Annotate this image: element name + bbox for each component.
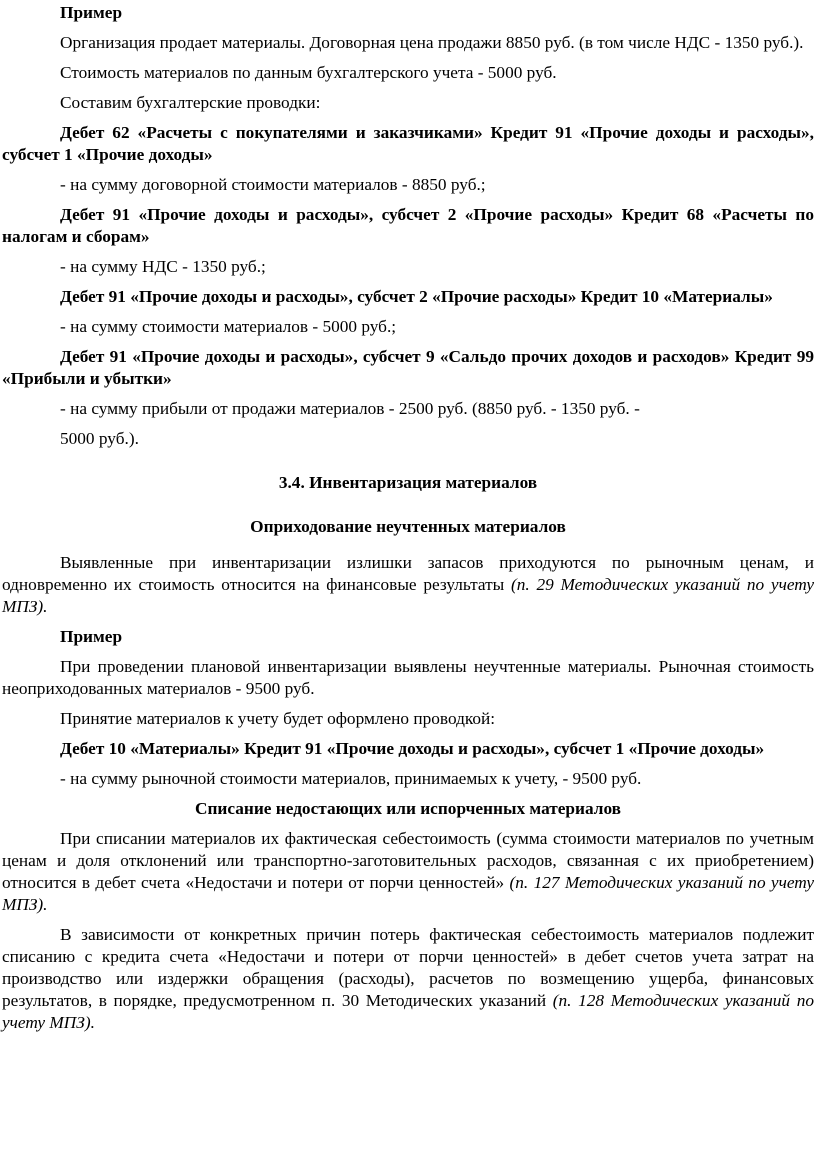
journal-entry-note: - на сумму стоимости материалов - 5000 руб.; [60, 317, 397, 336]
journal-entry-note-continued: 5000 руб.). [60, 429, 139, 448]
section-heading: 3.4. Инвентаризация материалов [278, 473, 538, 492]
journal-entry-note: - на сумму рыночной стоимости материалов, принимаемых к учету, - 9500 руб. [60, 769, 642, 788]
reference-citation: (п. 128 Методических указаний по учету МПЗ). [2, 991, 814, 1032]
paragraph-surplus [2, 552, 814, 618]
reference-citation: (п. 29 Методических указаний по учету МПЗ). [2, 575, 814, 616]
reference-citation: (п. 127 Методических указаний по учету МПЗ). [2, 873, 814, 914]
journal-entry: Дебет 91 «Прочие доходы и расходы», субсчет 2 «Прочие расходы» Кредит 10 «Материалы» [60, 287, 773, 306]
paragraph-acceptance: Принятие материалов к учету будет оформлено проводкой: [60, 709, 496, 728]
paragraph-text: В зависимости от конкретных причин потерь фактическая себестоимость материалов подлежит списанию с кредита счета «Недостачи и потери от порчи ценностей» в дебет счетов учета затрат на производство или издержки обращения (расходы), расчетов по возмещению ущерба, финансовых результатов, в порядке, предусмотренном п. 30 Методических указаний [2, 925, 814, 1010]
example-label: Пример [60, 627, 123, 646]
subheading: Оприходование неучтенных материалов [250, 517, 566, 536]
journal-entry: Дебет 91 «Прочие доходы и расходы», субсчет 9 «Сальдо прочих доходов и расходов» Кредит 99 «Прибыли и убытки» [2, 347, 814, 388]
paragraph-entries-intro: Составим бухгалтерские проводки: [60, 93, 321, 112]
paragraph-causes [2, 924, 814, 1034]
journal-entry-note: - на сумму прибыли от продажи материалов - 2500 руб. (8850 руб. - 1350 руб. - [60, 399, 640, 418]
journal-entry-note: - на сумму НДС - 1350 руб.; [60, 257, 266, 276]
paragraph-text: Выявленные при инвентаризации излишки запасов приходуются по рыночным ценам, и одновременно их стоимость относится на финансовые результаты [2, 553, 814, 594]
journal-entry-note: - на сумму договорной стоимости материалов - 8850 руб.; [60, 175, 486, 194]
paragraph-cost: Стоимость материалов по данным бухгалтерского учета - 5000 руб. [60, 63, 557, 82]
subheading: Списание недостающих или испорченных материалов [194, 799, 622, 818]
journal-entry: Дебет 10 «Материалы» Кредит 91 «Прочие доходы и расходы», субсчет 1 «Прочие доходы» [60, 739, 765, 758]
paragraph-sale: Организация продает материалы. Договорная цена продажи 8850 руб. (в том числе НДС - 1350 руб.). [60, 33, 804, 52]
journal-entry: Дебет 62 «Расчеты с покупателями и заказчиками» Кредит 91 «Прочие доходы и расходы», субсчет 1 «Прочие доходы» [2, 123, 814, 164]
paragraph-inventory: При проведении плановой инвентаризации выявлены неучтенные материалы. Рыночная стоимость неоприходованных материалов - 9500 руб. [2, 657, 814, 698]
paragraph-writeoff [2, 828, 814, 916]
example-label: Пример [60, 3, 123, 22]
journal-entry: Дебет 91 «Прочие доходы и расходы», субсчет 2 «Прочие расходы» Кредит 68 «Расчеты по налогам и сборам» [2, 205, 814, 246]
paragraph-text: При списании материалов их фактическая себестоимость (сумма стоимости материалов по учетным ценам и доля отклонений или транспортно-заготовительных расходов, связанная с их приобретением) относится в дебет счета «Недостачи и потери от порчи ценностей» [2, 829, 814, 892]
